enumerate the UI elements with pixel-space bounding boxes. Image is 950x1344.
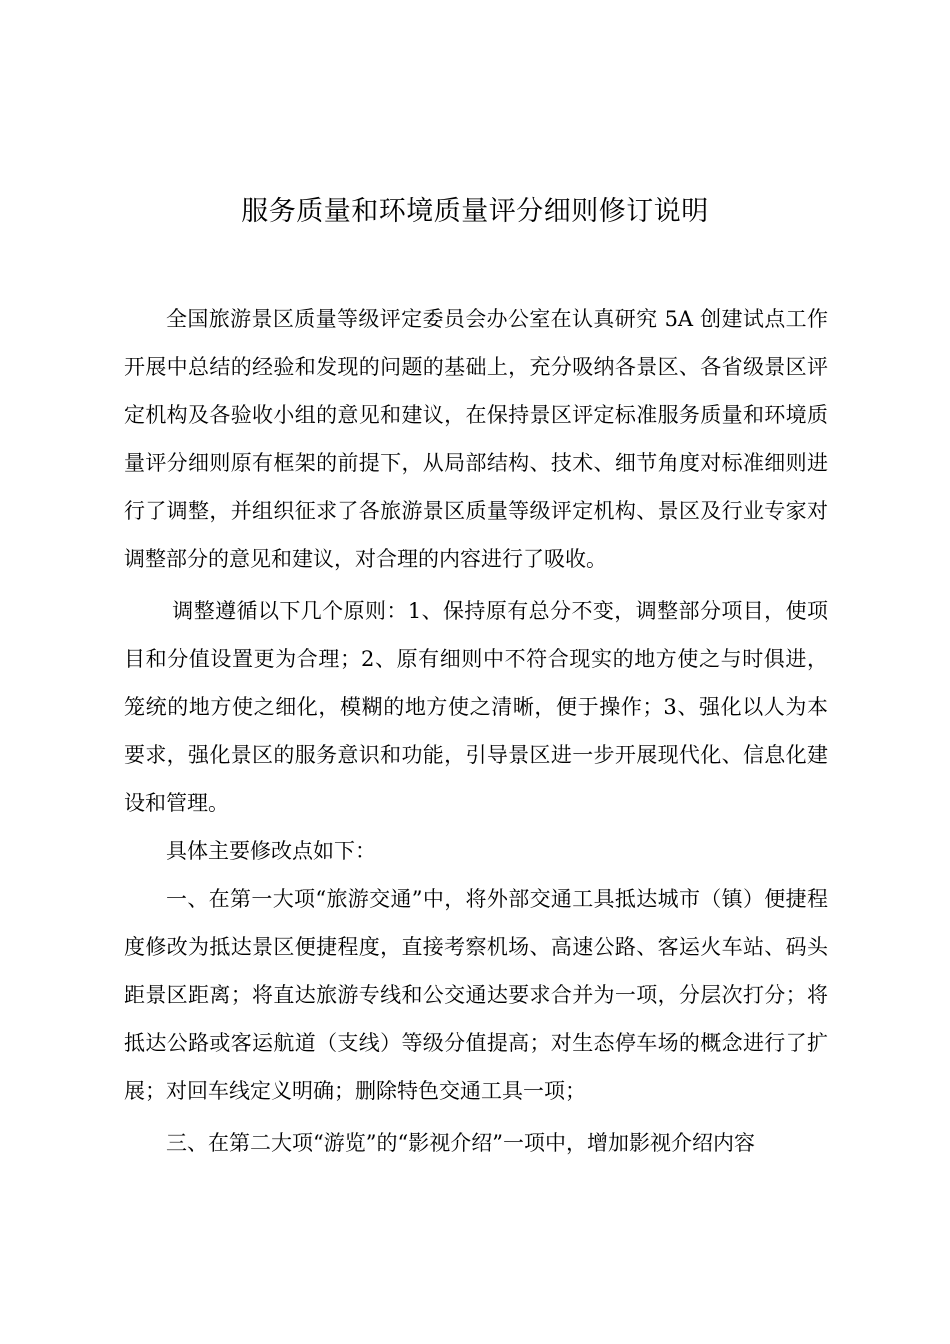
- paragraph-intro: 全国旅游景区质量等级评定委员会办公室在认真研究 5A 创建试点工作开展中总结的经验和发现的问题的基础上，充分吸纳各景区、各省级景区评定机构及各验收小组的意见和建议，在保持景区评定标准服务质量和环境质量评分细则原有框架的前提下，从局部结构、技术、细节角度对标准细则进行了调整，并组织征求了各旅游景区质量等级评定机构、景区及行业专家对调整部分的意见和建议，对合理的内容进行了吸收。: [124, 307, 828, 571]
- document-body: [124, 295, 828, 1167]
- paragraph-item-three: 三、在第二大项“游览”的“影视介绍”一项中，增加影视介绍内容: [166, 1131, 755, 1155]
- document-title: 服务质量和环境质量评分细则修订说明: [241, 196, 709, 227]
- paragraph-principles: 调整遵循以下几个原则：1、保持原有总分不变，调整部分项目，使项目和分值设置更为合理；2、原有细则中不符合现实的地方使之与时俱进，笼统的地方使之细化，模糊的地方使之清晰，便于操作；3、强化以人为本要求，强化景区的服务意识和功能，引导景区进一步开展现代化、信息化建设和管理。: [124, 599, 828, 815]
- paragraph-item-one: 一、在第一大项“旅游交通”中，将外部交通工具抵达城市（镇）便捷程度修改为抵达景区便捷程度，直接考察机场、高速公路、客运火车站、码头距景区距离；将直达旅游专线和公交通达要求合并为一项，分层次打分；将抵达公路或客运航道（支线）等级分值提高；对生态停车场的概念进行了扩展；对回车线定义明确；删除特色交通工具一项；: [124, 887, 828, 1103]
- paragraph-main-points-heading: 具体主要修改点如下：: [166, 839, 376, 863]
